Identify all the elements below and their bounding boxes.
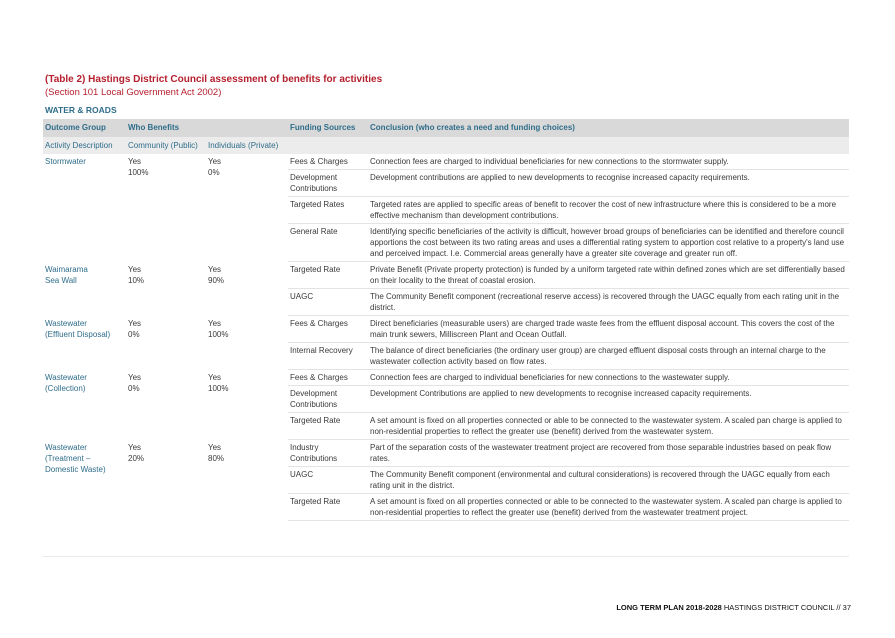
funding-source: Targeted Rate bbox=[288, 494, 368, 521]
community-percent: 10% bbox=[128, 275, 145, 285]
table-row bbox=[43, 316, 849, 343]
community-percent: 0% bbox=[128, 383, 140, 393]
community-yes: Yes bbox=[128, 442, 142, 452]
subheader-community: Community (Public) bbox=[126, 137, 206, 154]
table-row bbox=[43, 154, 849, 170]
header-conclusion: Conclusion (who creates a need and funding choices) bbox=[368, 119, 849, 137]
community-percent: 0% bbox=[128, 329, 140, 339]
funding-source: Internal Recovery bbox=[288, 343, 368, 370]
community-benefit bbox=[126, 440, 206, 521]
conclusion-text: Connection fees are charged to individual beneficiaries for new connections to the wastewater supply. bbox=[368, 370, 849, 386]
conclusion-text: Development Contributions are applied to new developments to recognise increased capacity requirements. bbox=[368, 386, 849, 413]
outcome-group-line: Stormwater bbox=[45, 157, 86, 166]
community-yes: Yes bbox=[128, 372, 142, 382]
outcome-group-line: (Collection) bbox=[45, 383, 86, 393]
table-row bbox=[43, 440, 849, 467]
table-row bbox=[43, 370, 849, 386]
page-footer bbox=[616, 603, 851, 612]
funding-source: Fees & Charges bbox=[288, 316, 368, 343]
conclusion-text: Private Benefit (Private property protection) is funded by a uniform targeted rate within defined zones which are set differentially based on their locality to the threat of coastal erosion. bbox=[368, 262, 849, 289]
funding-source: Development Contributions bbox=[288, 170, 368, 197]
individual-benefit bbox=[206, 370, 288, 440]
footer-council-page: HASTINGS DISTRICT COUNCIL // 37 bbox=[723, 603, 851, 612]
individual-percent: 100% bbox=[208, 383, 229, 393]
funding-source: Fees & Charges bbox=[288, 370, 368, 386]
individual-yes: Yes bbox=[208, 372, 222, 382]
conclusion-text: The Community Benefit component (environmental and cultural considerations) is recovered through the UAGC equally from each rating unit in the district. bbox=[368, 467, 849, 494]
table-row bbox=[43, 262, 849, 289]
funding-source: UAGC bbox=[288, 289, 368, 316]
outcome-group-line: (Treatment – bbox=[45, 453, 91, 463]
individual-yes: Yes bbox=[208, 442, 222, 452]
outcome-group-name bbox=[43, 440, 126, 521]
bottom-rule bbox=[43, 556, 849, 557]
community-yes: Yes bbox=[128, 157, 142, 166]
community-benefit bbox=[126, 316, 206, 370]
individual-benefit bbox=[206, 154, 288, 262]
individual-benefit bbox=[206, 262, 288, 316]
header-who-benefits: Who Benefits bbox=[126, 119, 288, 137]
conclusion-text: Direct beneficiaries (measurable users) are charged trade waste fees from the effluent disposal account. This covers the cost of the main trunk sewers, Milliscreen Plant and Ocean Outfall. bbox=[368, 316, 849, 343]
individual-percent: 0% bbox=[208, 168, 220, 177]
conclusion-text: A set amount is fixed on all properties connected or able to be connected to the wastewater system. A scaled pan charge is applied to non-residential properties to reflect the greater use (benefit) derived from the wastewater system. bbox=[368, 413, 849, 440]
funding-source: Industry Contributions bbox=[288, 440, 368, 467]
section-heading: WATER & ROADS bbox=[45, 105, 117, 115]
funding-source: Fees & Charges bbox=[288, 154, 368, 170]
individual-percent: 80% bbox=[208, 453, 225, 463]
funding-source: Targeted Rate bbox=[288, 262, 368, 289]
outcome-group-name bbox=[43, 370, 126, 440]
funding-source: Targeted Rates bbox=[288, 197, 368, 224]
community-benefit bbox=[126, 154, 206, 262]
conclusion-text: The Community Benefit component (recreational reserve access) is recovered through the UAGC equally from each rating unit in the district. bbox=[368, 289, 849, 316]
table-subtitle: (Section 101 Local Government Act 2002) bbox=[45, 87, 222, 98]
outcome-group-line: Wastewater bbox=[45, 442, 87, 452]
individual-percent: 90% bbox=[208, 275, 225, 285]
community-benefit bbox=[126, 262, 206, 316]
conclusion-text: Identifying specific beneficiaries of the activity is difficult, however broad groups of beneficiaries can be identified and therefore council apportions the cost between its two rating areas and uses a differential rating system to apportion cost relative to a property's land use and perceived impact. I.e. Commercial areas generally have a greater site coverage and greater run off. bbox=[368, 224, 849, 262]
header-outcome-group: Outcome Group bbox=[43, 119, 126, 137]
subheader-activity-description: Activity Description bbox=[43, 137, 126, 154]
individual-benefit bbox=[206, 440, 288, 521]
conclusion-text: Part of the separation costs of the wastewater treatment project are recovered from those separable industries based on peak flow rates. bbox=[368, 440, 849, 467]
conclusion-text: A set amount is fixed on all properties connected or able to be connected to the wastewater system. A scaled pan charge is applied to non-residential properties to reflect the greater use (benefit) derived from the wastewater treatment project. bbox=[368, 494, 849, 521]
community-benefit bbox=[126, 370, 206, 440]
funding-source: UAGC bbox=[288, 467, 368, 494]
individual-yes: Yes bbox=[208, 157, 222, 166]
outcome-group-name bbox=[43, 262, 126, 316]
conclusion-text: Connection fees are charged to individual beneficiaries for new connections to the stormwater supply. bbox=[368, 154, 849, 170]
funding-source: Development Contributions bbox=[288, 386, 368, 413]
outcome-group-line: Wastewater bbox=[45, 318, 87, 328]
header-funding-sources: Funding Sources bbox=[288, 119, 368, 137]
benefits-table bbox=[43, 119, 849, 521]
outcome-group-line: Domestic Waste) bbox=[45, 464, 106, 474]
conclusion-text: Development contributions are applied to new developments to recognise increased capacity requirements. bbox=[368, 170, 849, 197]
footer-plan: LONG TERM PLAN 2018-2028 bbox=[616, 603, 722, 612]
outcome-group-name bbox=[43, 154, 126, 262]
individual-yes: Yes bbox=[208, 318, 222, 328]
community-percent: 100% bbox=[128, 168, 149, 177]
outcome-group-line: Sea Wall bbox=[45, 275, 77, 285]
funding-source: Targeted Rate bbox=[288, 413, 368, 440]
outcome-group-line: Waimarama bbox=[45, 264, 88, 274]
table-subheader-row bbox=[43, 137, 849, 154]
community-yes: Yes bbox=[128, 264, 142, 274]
conclusion-text: Targeted rates are applied to specific areas of benefit to recover the cost of new infrastructure where this is considered to be a more effective mechanism than development contributions. bbox=[368, 197, 849, 224]
table-body bbox=[43, 154, 849, 521]
table-title: (Table 2) Hastings District Council assessment of benefits for activities bbox=[45, 74, 383, 85]
community-percent: 20% bbox=[128, 453, 145, 463]
conclusion-text: The balance of direct beneficiaries (the ordinary user group) are charged effluent disposal costs through an internal charge to the wastewater collection activity based on flow rates. bbox=[368, 343, 849, 370]
subheader-individuals: Individuals (Private) bbox=[206, 137, 288, 154]
outcome-group-line: (Effluent Disposal) bbox=[45, 329, 111, 339]
individual-benefit bbox=[206, 316, 288, 370]
individual-yes: Yes bbox=[208, 264, 222, 274]
funding-source: General Rate bbox=[288, 224, 368, 262]
outcome-group-name bbox=[43, 316, 126, 370]
outcome-group-line: Wastewater bbox=[45, 372, 87, 382]
individual-percent: 100% bbox=[208, 329, 229, 339]
table-header-row bbox=[43, 119, 849, 137]
community-yes: Yes bbox=[128, 318, 142, 328]
